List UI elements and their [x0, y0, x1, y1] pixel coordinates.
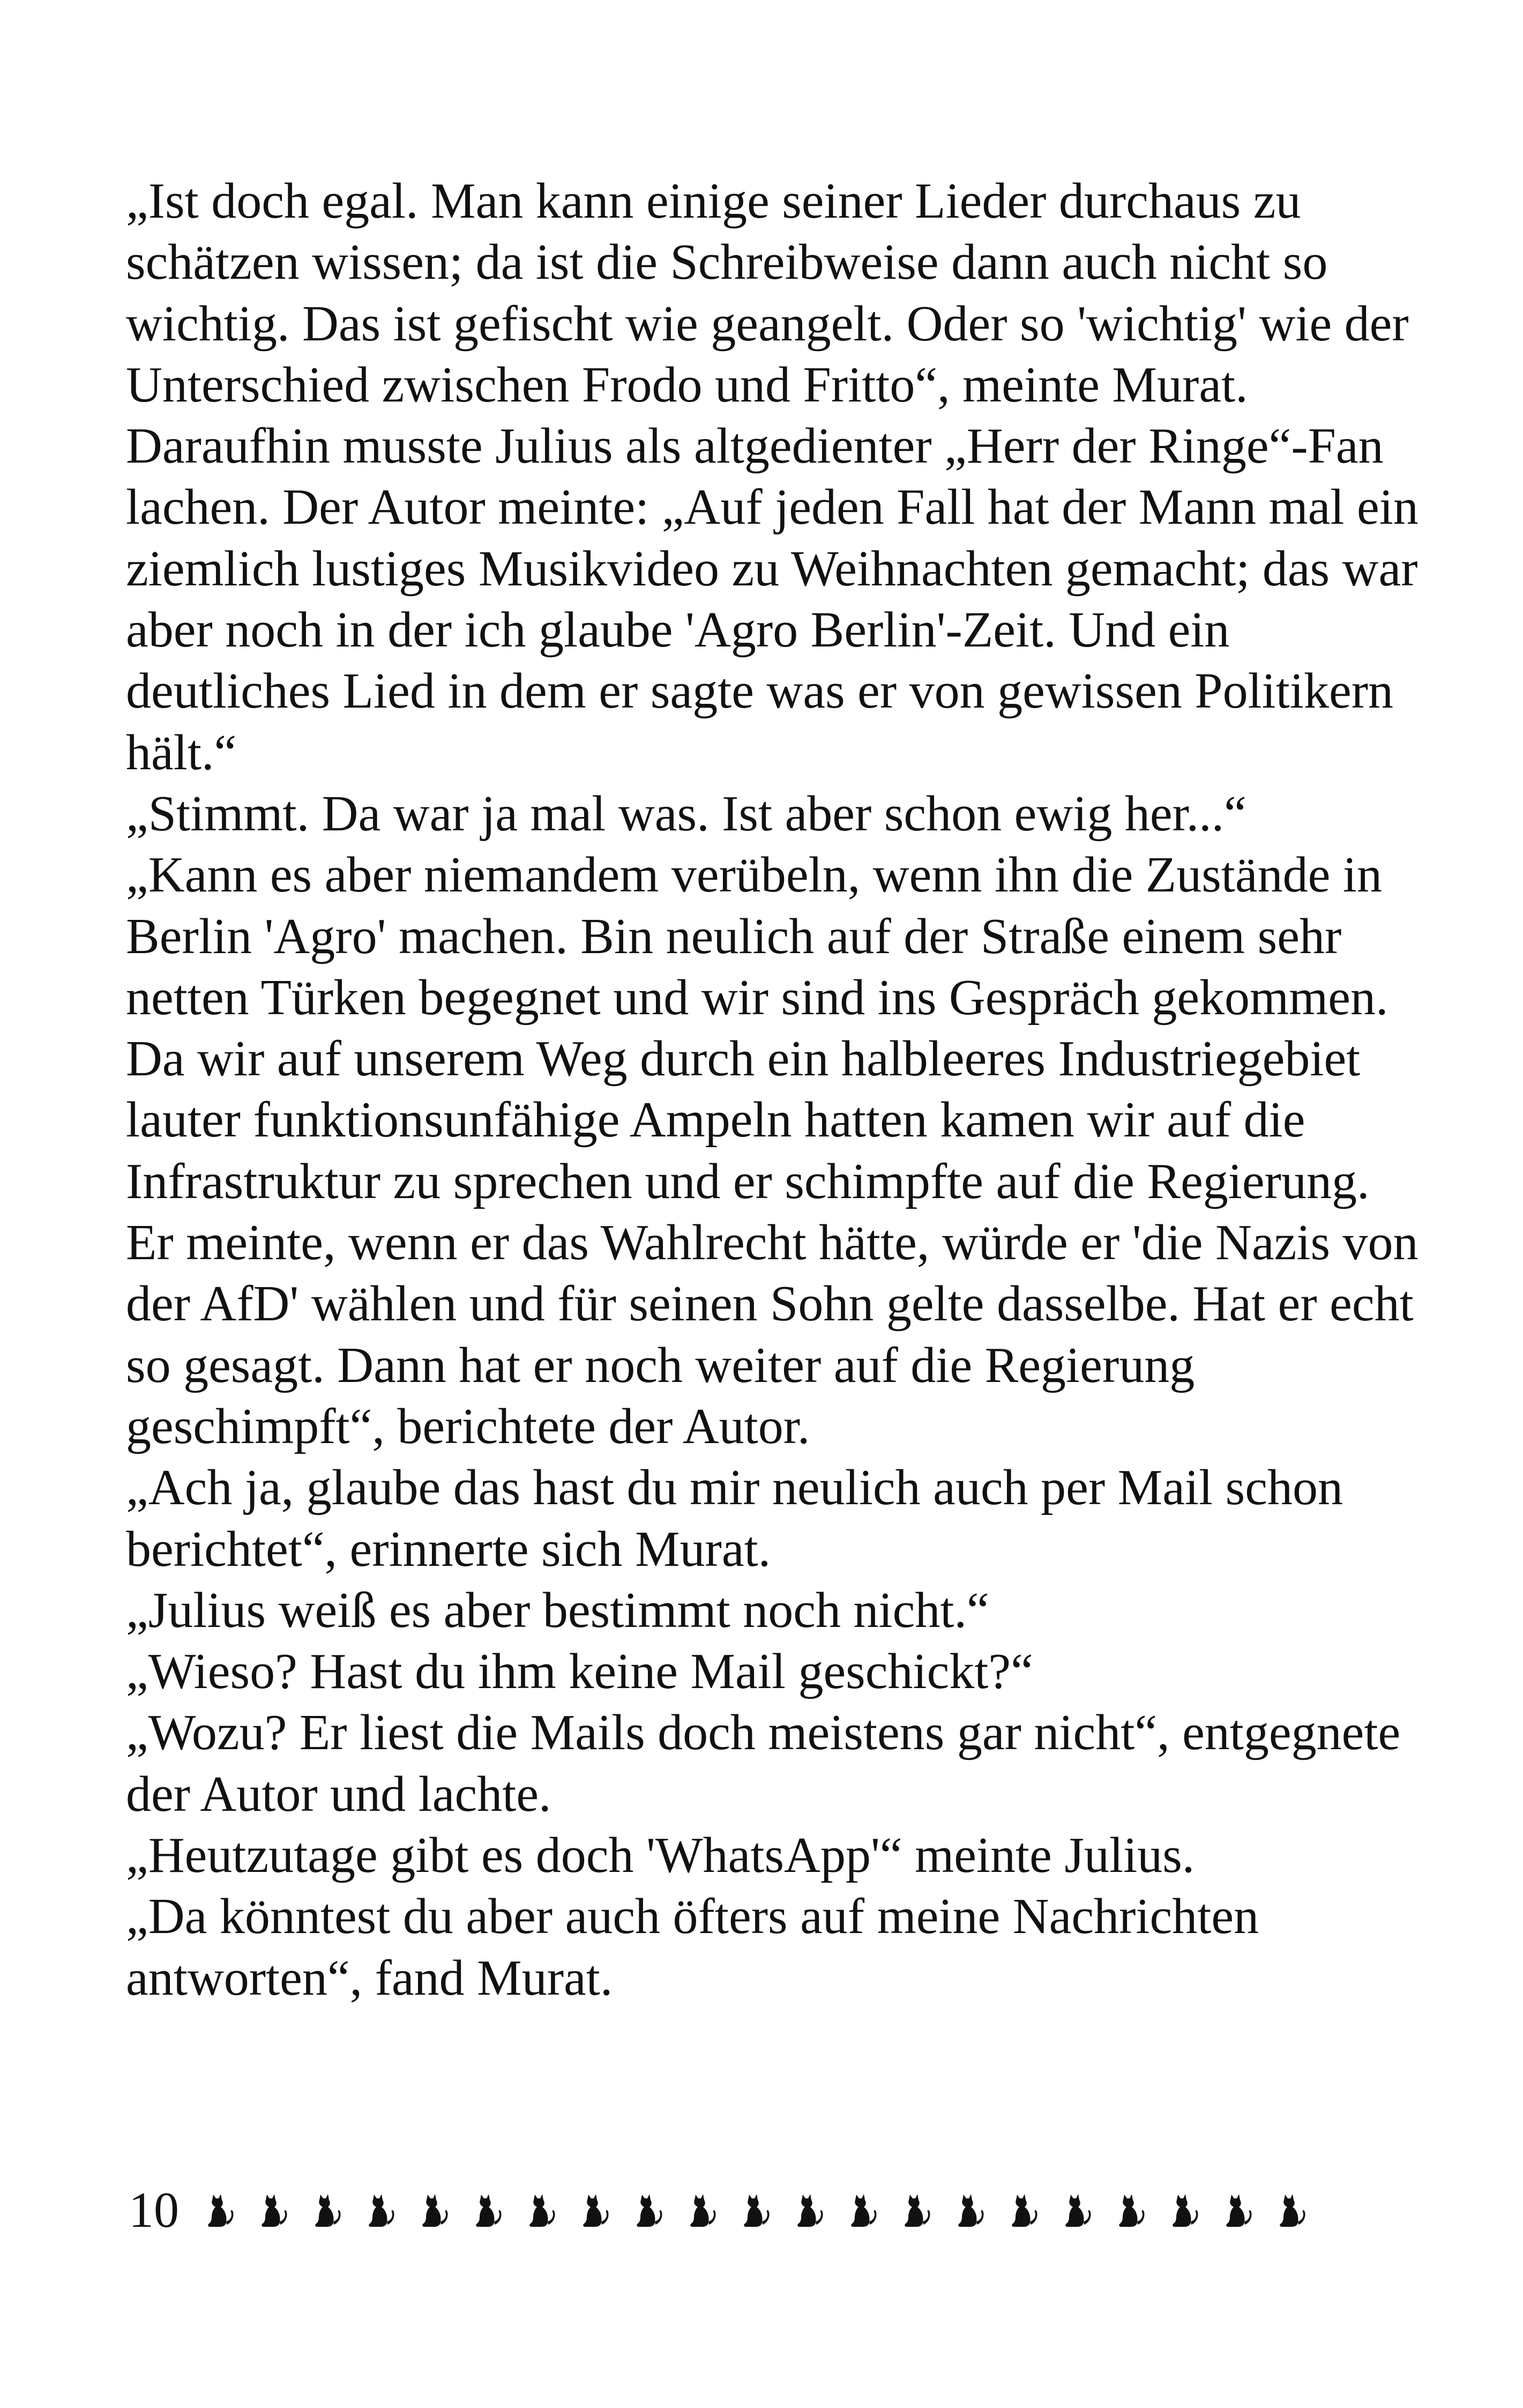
paragraph: „Stimmt. Da war ja mal was. Ist aber schon ewig her...“ — [126, 785, 1246, 842]
cat-silhouette-icon — [255, 2193, 288, 2228]
cat-silhouette-icon — [1005, 2193, 1039, 2228]
cat-silhouette-icon — [791, 2193, 824, 2228]
cat-silhouette-icon — [845, 2193, 878, 2228]
paragraph: „Heutzutage gibt es doch 'WhatsApp'“ meinte Julius. — [126, 1827, 1195, 1884]
cat-silhouette-icon — [952, 2193, 985, 2228]
cat-silhouette-icon — [1166, 2193, 1199, 2228]
paragraph: „Kann es aber niemandem verübeln, wenn ihn die Zustände in Berlin 'Agro' machen. Bin neulich auf der Straße einem sehr netten Türken begegnet und wir sind ins Gespräch gekommen. Da wir auf unserem Weg durch ein halbleeres Industriegebiet lauter funktionsunfähige Ampeln hatten kamen wir auf die Infrastruktur zu sprechen und er schimpfte auf die Regierung. Er meinte, wenn er das Wahlrecht hätte, würde er 'die Nazis von der AfD' wählen und für seinen Sohn gelte dasselbe. Hat er echt so gesagt. Dann hat er noch weiter auf die Regierung geschimpft“, berichtete der Autor. — [126, 847, 1419, 1454]
page-number: 10 — [129, 2182, 179, 2238]
cat-silhouette-icon — [1220, 2193, 1253, 2228]
cat-silhouette-icon — [577, 2193, 610, 2228]
paragraph: „Ist doch egal. Man kann einige seiner Lieder durchaus zu schätzen wissen; da ist die Schreibweise dann auch nicht so wichtig. Das ist gefischt wie geangelt. Oder so 'wichtig' wie der Unterschied zwischen Frodo und Fritto“, meinte Murat. — [126, 173, 1409, 413]
paragraph: „Wozu? Er liest die Mails doch meistens gar nicht“, entgegnete der Autor und lachte. — [126, 1705, 1401, 1822]
paragraph: „Julius weiß es aber bestimmt noch nicht.“ — [126, 1582, 989, 1638]
cat-silhouette-icon — [201, 2193, 235, 2228]
cat-ornament-row — [201, 2193, 1307, 2228]
paragraph: „Ach ja, glaube das hast du mir neulich auch per Mail schon berichtet“, erinnerte sich Murat. — [126, 1460, 1343, 1577]
cat-silhouette-icon — [309, 2193, 342, 2228]
page-footer — [129, 2175, 1307, 2245]
cat-silhouette-icon — [630, 2193, 663, 2228]
cat-silhouette-icon — [416, 2193, 449, 2228]
cat-silhouette-icon — [737, 2193, 771, 2228]
cat-silhouette-icon — [362, 2193, 395, 2228]
paragraph: „Wieso? Hast du ihm keine Mail geschickt?“ — [126, 1644, 1033, 1700]
paragraph: Daraufhin musste Julius als altgedienter „Herr der Ringe“-Fan lachen. Der Autor meinte: „Auf jeden Fall hat der Mann mal ein ziemlich lustiges Musikvideo zu Weihnachten gemacht; das war aber noch in der ich glaube 'Agro Berlin'-Zeit. Und ein deutliches Lied in dem er sagte was er von gewissen Politikern hält.“ — [126, 418, 1419, 781]
paragraph: „Da könntest du aber auch öfters auf meine Nachrichten antworten“, fand Murat. — [126, 1889, 1259, 2006]
cat-silhouette-icon — [469, 2193, 503, 2228]
cat-silhouette-icon — [523, 2193, 556, 2228]
cat-silhouette-icon — [1113, 2193, 1146, 2228]
cat-silhouette-icon — [1273, 2193, 1307, 2228]
cat-silhouette-icon — [1059, 2193, 1092, 2228]
cat-silhouette-icon — [898, 2193, 931, 2228]
cat-silhouette-icon — [684, 2193, 717, 2228]
page-body-text — [126, 170, 1423, 2009]
